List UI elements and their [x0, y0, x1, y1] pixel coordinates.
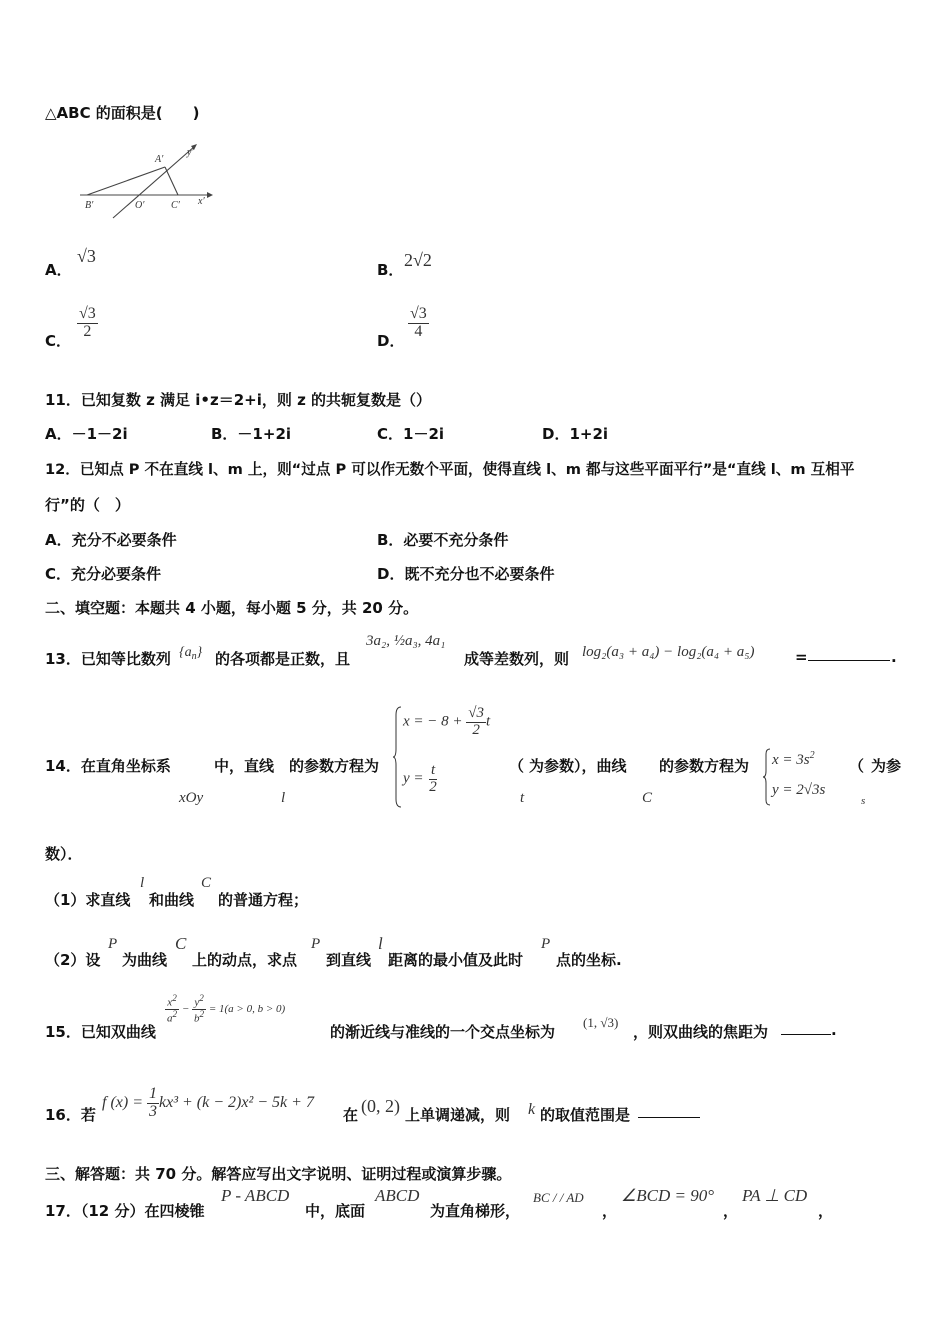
q14-s: s: [861, 795, 866, 807]
label-a: A′: [155, 154, 164, 165]
q12-option-c: C．充分必要条件: [45, 565, 162, 583]
q15-point: (1, √3): [583, 1015, 619, 1030]
q16-text-3: 上单调递减，则: [405, 1106, 511, 1124]
q16-answer-blank[interactable]: [638, 1117, 700, 1118]
q10-option-b-value: 2√2: [404, 250, 432, 270]
q14-sub2-text-3: 上的动点，求点: [192, 951, 298, 969]
q16-frac-d: 3: [149, 1102, 157, 1120]
q14-curve-x-head: x = 3s: [772, 752, 810, 768]
q14-sub2-p1: P: [108, 936, 118, 952]
q11-stem: 11．已知复数 z 满足 i•z＝2+i，则 z 的共轭复数是（）: [45, 391, 432, 409]
q14-sub1-text-3: 的普通方程；: [218, 891, 309, 909]
q10-option-d-label: D．: [377, 332, 405, 350]
q14-curve-x-sup: 2: [809, 750, 815, 761]
q17-text-6: ，: [818, 1202, 834, 1220]
q12-option-b: B．必要不充分条件: [377, 531, 509, 549]
q14-sub2-text-4: 到直线: [326, 951, 372, 969]
q14-sub2-l: l: [378, 934, 383, 953]
q14-c: C: [642, 790, 653, 806]
q13-expression: log₂(a₃ + a₄) − log₂(a₄ + a₅): [582, 644, 755, 660]
q12-line1: 12．已知点 P 不在直线 l、m 上，则“过点 P 可以作无数个平面，使得直线 l、m 都与这些平面平行”是“直线 l、m 互相平: [45, 461, 855, 478]
q15-eq-x: x: [167, 996, 173, 1009]
q10-option-a-value: √3: [77, 246, 96, 266]
q15-equation: $\frac{x^2}{a^2}$ − $\frac{y^2}{b^2}$ = 1(a > 0, b > 0): [167, 993, 286, 1025]
label-o: O′: [135, 200, 145, 211]
section2-heading: 二、填空题：本题共 4 小题，每小题 5 分，共 20 分。: [45, 599, 419, 617]
q10-c-num: √3: [79, 305, 96, 322]
q14-line-x-tail: t: [486, 713, 491, 730]
q16-fx: f (x) =: [102, 1093, 147, 1111]
segment-ac: [165, 167, 178, 195]
label-y: y′: [187, 147, 194, 158]
q10-option-c-value: [77, 306, 98, 341]
q14-sub2-text-1: （2）设: [45, 951, 101, 969]
q10-d-num: √3: [410, 305, 427, 322]
q15-eq-a: a: [167, 1012, 173, 1025]
q10-option-b-label: B．: [377, 261, 404, 279]
q14-sub2-text-6: 点的坐标.: [556, 951, 622, 969]
q14-l: l: [281, 790, 286, 806]
q15-eq-tail: = 1(a > 0, b > 0): [208, 1003, 286, 1016]
q16-text-1: 16．若: [45, 1106, 96, 1124]
q14-sub2-p3: P: [541, 936, 551, 952]
q14-curve-brace: [763, 748, 771, 806]
q16-interval: (0, 2): [361, 1096, 400, 1116]
q14-text-9: 数）．: [45, 845, 83, 863]
q13-terms: 3a₂, ½a₃, 4a₁: [366, 633, 446, 649]
y-axis: [113, 146, 195, 218]
q13-seq-sub: n: [191, 651, 197, 662]
q14-text-6: 的参数方程为: [659, 757, 750, 775]
q17-text-4: ，: [602, 1202, 618, 1220]
section3-heading: 三、解答题：共 70 分。解答应写出文字说明、证明过程或演算步骤。: [45, 1165, 512, 1183]
q10-option-d-value: [408, 306, 429, 341]
q17-base: ABCD: [375, 1186, 420, 1205]
q12-option-d: D．既不充分也不必要条件: [377, 565, 555, 583]
q16-k: k: [528, 1101, 536, 1118]
q13-text-4: =: [795, 648, 808, 666]
q10-stem: △ABC 的面积是( ): [45, 104, 200, 122]
q11-option-d: D．1+2i: [542, 425, 609, 443]
segment-ba: [87, 167, 165, 195]
q14-text-2: 中，直线: [214, 757, 275, 775]
q17-perp: PA ⊥ CD: [742, 1186, 808, 1205]
q15-eq-y: y: [194, 996, 200, 1009]
q14-curve-x: [772, 750, 815, 769]
q10-option-c-label: C．: [45, 332, 72, 350]
q14-line-y-head: y =: [403, 770, 428, 787]
q17-pyramid: P - ABCD: [221, 1186, 290, 1205]
q17-parallel: BC / / AD: [533, 1190, 584, 1205]
q11-option-a: A．－1－2i: [45, 425, 128, 443]
label-c: C′: [171, 200, 180, 211]
q15-text-4: .: [831, 1021, 837, 1039]
q14-sub2-text-5: 距离的最小值及此时: [388, 951, 524, 969]
q14-line-y-num: t: [430, 762, 436, 778]
q14-xoy: xOy: [179, 790, 204, 806]
q16-tail: kx³ + (k − 2)x² − 5k + 7: [159, 1093, 314, 1111]
q13-sequence: $\{a_n\}$: [179, 645, 203, 662]
q17-text-1: 17．（12 分）在四棱锥: [45, 1202, 205, 1220]
q14-curve-y: y = 2√3s: [772, 782, 826, 798]
q12-option-a: A．充分不必要条件: [45, 531, 177, 549]
q17-text-2: 中，底面: [305, 1202, 366, 1220]
q15-answer-blank[interactable]: [781, 1034, 831, 1035]
q16-text-2: 在: [343, 1106, 359, 1124]
q15-text-3: ，则双曲线的焦距为: [633, 1023, 769, 1041]
q12-line2: 行”的（ ）: [45, 496, 130, 514]
q16-text-4: 的取值范围是: [540, 1106, 631, 1124]
q14-text-3: 的参数方程为: [289, 757, 380, 775]
q13-seq: {a: [179, 645, 192, 660]
q15-text-1: 15．已知双曲线: [45, 1023, 156, 1041]
q14-line-x-num: √3: [468, 705, 485, 721]
q10-c-den: 2: [83, 322, 92, 340]
label-b: B′: [85, 200, 94, 211]
q14-line-y-den: 2: [429, 778, 437, 795]
q14-text-5: 为参数），曲线: [529, 757, 627, 775]
q14-text-7: （: [849, 757, 865, 775]
q14-line-y: [403, 763, 439, 796]
label-x: x′: [198, 196, 205, 207]
q15-eq-b: b: [194, 1012, 200, 1025]
q14-text-1: 14．在直角坐标系: [45, 757, 171, 775]
q15-text-2: 的渐近线与准线的一个交点坐标为: [330, 1023, 556, 1041]
q14-line-brace: [393, 705, 403, 809]
q16-frac-n: 1: [149, 1085, 157, 1102]
q14-t: t: [520, 790, 525, 806]
q10-d-den: 4: [414, 322, 423, 340]
q14-sub2-c: C: [175, 934, 187, 953]
q16-function: [102, 1086, 314, 1121]
q14-line-x-head: x = − 8 +: [403, 713, 467, 730]
q17-angle: ∠BCD = 90°: [621, 1186, 715, 1205]
q14-sub2-p2: P: [311, 936, 321, 952]
q17-text-5: ，: [723, 1202, 739, 1220]
q13-text-1: 13．已知等比数列: [45, 650, 171, 668]
q14-line-x-den: 2: [472, 721, 480, 738]
q14-sub2-text-2: 为曲线: [122, 951, 168, 969]
q14-sub1-text-1: （1）求直线: [45, 891, 131, 909]
q14-sub1-c: C: [201, 875, 212, 891]
q13-period: .: [891, 648, 897, 666]
x-arrow: [207, 192, 213, 198]
q14-sub1-l: l: [140, 875, 145, 891]
q13-text-2: 的各项都是正数，且: [215, 650, 351, 668]
q14-sub1-text-2: 和曲线: [149, 891, 195, 909]
q11-option-b: B．－1+2i: [211, 425, 292, 443]
q17-text-3: 为直角梯形，: [430, 1202, 521, 1220]
q13-text-3: 成等差数列，则: [464, 650, 570, 668]
q11-option-c: C．1－2i: [377, 425, 445, 443]
q13-answer-blank[interactable]: [808, 660, 890, 661]
q10-option-a-label: A．: [45, 261, 72, 279]
q14-line-x: [403, 706, 490, 739]
q14-text-8: 为参: [871, 757, 902, 775]
q14-text-4: （: [509, 757, 525, 775]
q10-figure: [75, 140, 215, 220]
